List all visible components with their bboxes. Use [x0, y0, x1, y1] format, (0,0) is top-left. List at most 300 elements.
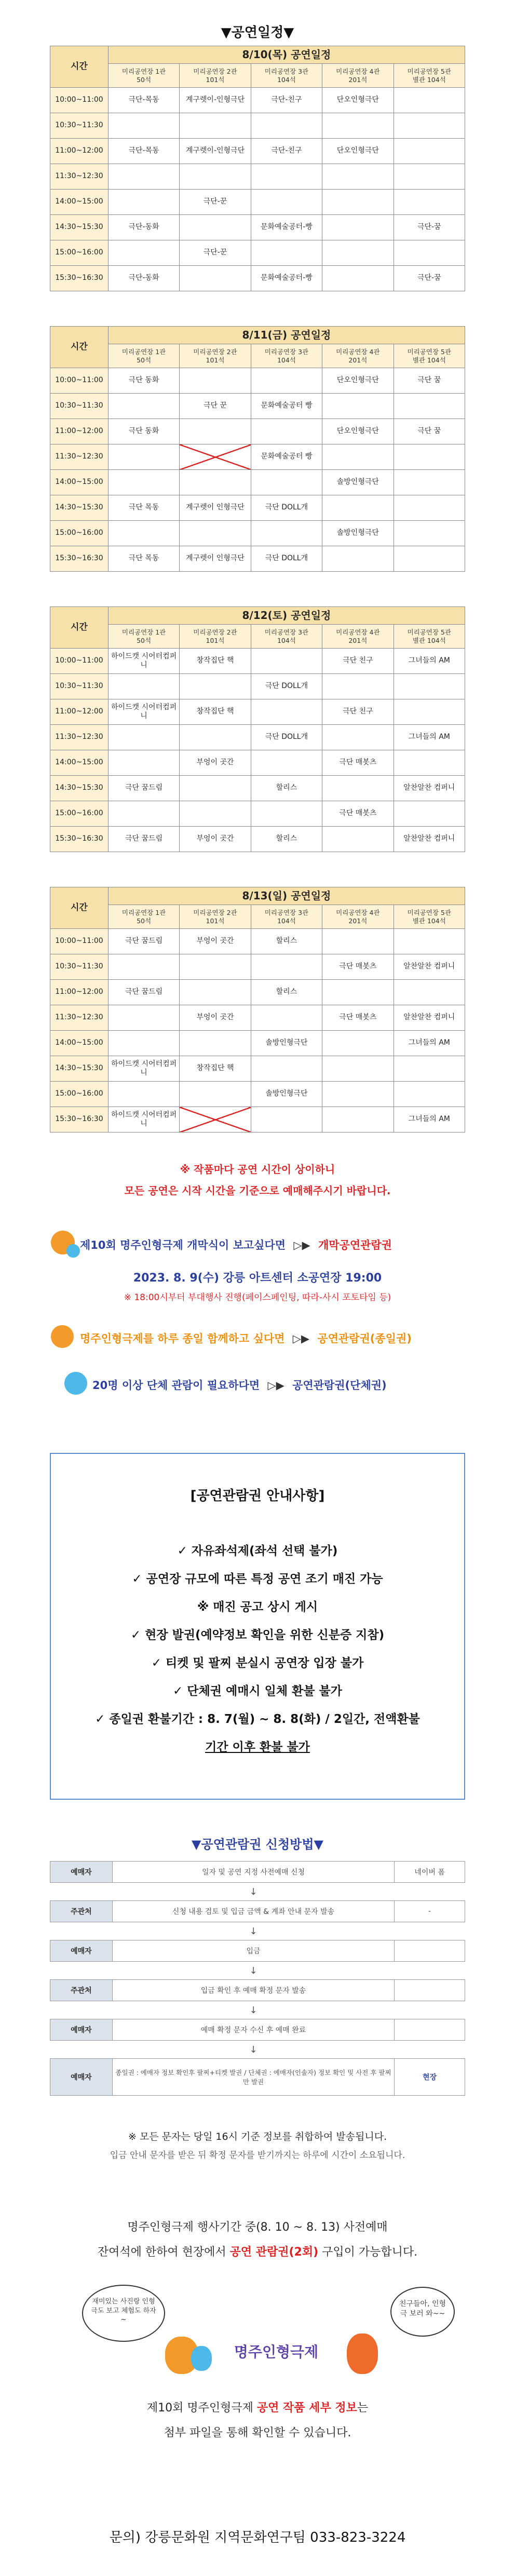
performance-cell: [394, 980, 465, 1005]
performance-cell: 할리스: [251, 827, 322, 852]
performance-cell: 극단-꾼: [180, 190, 251, 215]
schedule-row: [50, 546, 465, 572]
schedule-table: [50, 326, 465, 572]
performance-cell: 극단 꿈: [394, 419, 465, 444]
hall-capacity: 별관 104석: [412, 916, 446, 925]
time-slot: 10:00~11:00: [50, 88, 109, 113]
time-slot: 11:30~12:30: [50, 1005, 109, 1031]
spacer: [50, 1883, 113, 1901]
apply-note-2: 입금 안내 문자를 받은 뒤 확정 문자를 받기까지는 하루에 시간이 소요됩니다.: [110, 2150, 405, 2161]
cancelled-cell: [180, 444, 251, 470]
performance-cell: [251, 368, 322, 394]
time-slot: 10:30~11:30: [50, 394, 109, 419]
hall-capacity: 104석: [277, 636, 296, 644]
performance-cell: [394, 546, 465, 572]
performance-cell: [394, 929, 465, 954]
hall-name: 미리공연장 3관: [264, 347, 309, 356]
performance-cell: [251, 521, 322, 546]
performance-cell: [108, 444, 179, 470]
hall-capacity: 50석: [137, 75, 152, 84]
performance-cell: 계구렛이 인형극단: [180, 546, 251, 572]
mascot-left-small-icon: [66, 1244, 80, 1258]
performance-cell: [108, 801, 179, 827]
performance-cell: 솔방인형극단: [251, 1031, 322, 1056]
schedule-row: [50, 1056, 465, 1082]
performance-cell: 극단-목동: [108, 88, 179, 113]
closing-line-2a: 잔여석에 한하여 현장에서: [97, 2246, 230, 2259]
performance-cell: [322, 190, 394, 215]
performance-cell: 알찬알찬 컴퍼니: [394, 827, 465, 852]
performance-cell: [394, 444, 465, 470]
performance-cell: 알찬알찬 컴퍼니: [394, 954, 465, 980]
daypass-question: 명주인형극제를 하루 종일 함께하고 싶다면: [80, 1332, 285, 1345]
speech-bubble-right-text: 친구들아, 인형극 보러 와~~: [399, 2300, 446, 2318]
performance-cell: [180, 164, 251, 190]
group-ticket-link[interactable]: 공연관람권(단체권): [292, 1379, 387, 1392]
hall-header: [251, 905, 322, 929]
time-slot: 11:30~12:30: [50, 444, 109, 470]
hall-capacity: 101석: [206, 916, 225, 925]
performance-cell: 창작집단 핵: [180, 649, 251, 674]
performance-cell: 부엉이 곳간: [180, 1005, 251, 1031]
hall-capacity: 별관 104석: [412, 356, 446, 364]
hall-name: 미리공연장 2관: [193, 628, 237, 636]
spacer: [395, 1922, 465, 1940]
performance-cell: 극단 꿈: [394, 368, 465, 394]
hall-name: 미리공연장 1관: [121, 67, 166, 75]
hall-header: [180, 625, 251, 649]
spacer: [395, 2001, 465, 2019]
apply-step-extra: [395, 1940, 465, 1962]
performance-cell: [394, 750, 465, 776]
hall-header: [180, 344, 251, 368]
performance-cell: [180, 954, 251, 980]
performance-cell: 할리스: [251, 929, 322, 954]
performance-cell: 극단 매봇츠: [322, 1005, 394, 1031]
performance-cell: 극단 매봇츠: [322, 954, 394, 980]
hall-name: 미리공연장 4관: [336, 908, 380, 916]
schedule-row: [50, 266, 465, 291]
note-time-differs: ※ 작품마다 공연 시간이 상이하니: [180, 1163, 335, 1176]
performance-cell: [394, 470, 465, 495]
time-slot: 10:00~11:00: [50, 649, 109, 674]
time-slot: 14:00~15:00: [50, 1031, 109, 1056]
time-slot: 15:00~16:00: [50, 521, 109, 546]
performance-cell: [180, 368, 251, 394]
apply-step-extra: -: [395, 1901, 465, 1922]
performance-cell: [251, 164, 322, 190]
performance-cell: [394, 699, 465, 725]
performance-cell: 극단 꿈드림: [108, 929, 179, 954]
performance-cell: [322, 240, 394, 266]
schedule-row: [50, 215, 465, 240]
performance-cell: 극단-친구: [251, 139, 322, 164]
performance-cell: [180, 521, 251, 546]
performance-cell: [108, 954, 179, 980]
performance-cell: 단오인형극단: [322, 368, 394, 394]
hall-capacity: 101석: [206, 75, 225, 84]
performance-cell: [394, 139, 465, 164]
arrow-icon: ▷▶: [292, 1332, 310, 1345]
group-question: 20명 이상 단체 관람이 필요하다면: [92, 1379, 260, 1392]
spacer: [50, 1962, 113, 1980]
performance-cell: 극단 매봇츠: [322, 750, 394, 776]
apply-step-arrow-row: [50, 1883, 465, 1901]
hall-name: 미리공연장 2관: [193, 67, 237, 75]
hall-header: [394, 344, 465, 368]
performance-cell: 부엉이 곳간: [180, 750, 251, 776]
performance-cell: [251, 750, 322, 776]
apply-step-desc: 예매 확정 문자 수신 후 예매 완료: [112, 2019, 394, 2041]
hall-capacity: 104석: [277, 75, 296, 84]
hall-header: [322, 905, 394, 929]
hall-header: [108, 64, 179, 88]
cancelled-cell: [180, 1107, 251, 1132]
performance-cell: [322, 725, 394, 750]
hall-name: 미리공연장 1관: [121, 347, 166, 356]
hall-capacity: 201석: [348, 75, 368, 84]
apply-step-extra: 현장: [395, 2059, 465, 2096]
performance-cell: [322, 546, 394, 572]
schedule-row: [50, 954, 465, 980]
performance-cell: [394, 674, 465, 699]
performance-cell: 극단 목동: [108, 495, 179, 521]
closing-line-2c: 구입이 가능합니다.: [318, 2246, 418, 2259]
time-column-header: 시간: [50, 46, 109, 88]
guide-item: ✓ 티켓 및 팔찌 분실시 공연장 입장 불가: [151, 1656, 364, 1670]
performance-cell: [322, 929, 394, 954]
apply-step-extra: [395, 1980, 465, 2001]
time-slot: 10:00~11:00: [50, 929, 109, 954]
performance-cell: [251, 649, 322, 674]
performance-cell: [394, 495, 465, 521]
time-slot: 10:30~11:30: [50, 954, 109, 980]
time-slot: 14:30~15:30: [50, 215, 109, 240]
schedule-table: [50, 606, 465, 852]
guide-item: ✓ 자유좌석제(좌석 선택 불가): [177, 1544, 338, 1558]
performance-cell: [108, 750, 179, 776]
performance-cell: 하이드캣 시어터컴퍼니: [108, 1056, 179, 1082]
performance-cell: 그녀들의 AM: [394, 725, 465, 750]
guide-item: ✓ 단체권 예매시 일체 환불 불가: [173, 1684, 342, 1698]
time-column-header: 시간: [50, 327, 109, 368]
performance-cell: [180, 725, 251, 750]
schedule-row: [50, 1005, 465, 1031]
schedule-row: [50, 1082, 465, 1107]
note-start-time: 모든 공연은 시작 시간을 기준으로 예매해주시기 바랍니다.: [124, 1184, 391, 1197]
performance-cell: 극단 목동: [108, 546, 179, 572]
performance-cell: [322, 776, 394, 801]
apply-step-row: [50, 1980, 465, 2001]
down-arrow-icon: ↓: [249, 1925, 258, 1937]
time-column-header: 시간: [50, 607, 109, 649]
time-slot: 15:30~16:30: [50, 546, 109, 572]
festival-logo: [224, 2337, 328, 2368]
schedule-row: [50, 980, 465, 1005]
time-slot: 15:30~16:30: [50, 266, 109, 291]
performance-cell: 극단 꿈드림: [108, 980, 179, 1005]
hall-header: [394, 625, 465, 649]
performance-cell: [180, 215, 251, 240]
time-slot: 15:00~16:00: [50, 240, 109, 266]
day-schedule-title: 8/11(금) 공연일정: [108, 327, 465, 344]
performance-cell: [322, 1082, 394, 1107]
hall-header: [394, 64, 465, 88]
performance-cell: 그녀들의 AM: [394, 649, 465, 674]
time-slot: 14:30~15:30: [50, 776, 109, 801]
performance-cell: [108, 1005, 179, 1031]
schedule-row: [50, 419, 465, 444]
performance-cell: 극단-꾼: [180, 240, 251, 266]
apply-step-actor: 주관처: [50, 1980, 113, 2001]
performance-cell: 부엉이 곳간: [180, 929, 251, 954]
schedule-row: [50, 801, 465, 827]
schedule-row: [50, 139, 465, 164]
festival-logo-text: 명주인형극제: [234, 2343, 319, 2361]
closing-info-1a: 제10회 명주인형극제: [146, 2402, 257, 2415]
ticket-guide-box: [50, 1453, 465, 1800]
time-slot: 14:00~15:00: [50, 470, 109, 495]
spacer: [50, 1922, 113, 1940]
guide-title: [공연관람권 안내사항]: [190, 1488, 325, 1504]
schedule-row: [50, 929, 465, 954]
hall-header: [394, 905, 465, 929]
performance-cell: 극단 친구: [322, 699, 394, 725]
performance-cell: 계구렛이 인형극단: [180, 495, 251, 521]
performance-cell: [251, 113, 322, 139]
hall-header: [251, 625, 322, 649]
performance-cell: 문화예술공터-빵: [251, 215, 322, 240]
performance-cell: [108, 394, 179, 419]
performance-cell: [322, 674, 394, 699]
performance-cell: 솔방인형극단: [322, 521, 394, 546]
performance-cell: [322, 980, 394, 1005]
performance-cell: 극단-목동: [108, 139, 179, 164]
performance-cell: [394, 1082, 465, 1107]
hall-header: [322, 64, 394, 88]
performance-cell: [108, 1031, 179, 1056]
performance-cell: [251, 190, 322, 215]
performance-cell: 단오인형극단: [322, 139, 394, 164]
hall-name: 미리공연장 5관: [407, 67, 451, 75]
hall-name: 미리공연장 3관: [264, 67, 309, 75]
spacer: [395, 1962, 465, 1980]
performance-cell: [394, 801, 465, 827]
closing-info-1b: 공연 작품 세부 정보: [256, 2402, 357, 2415]
schedule-row: [50, 444, 465, 470]
apply-step-desc: 입금 확인 후 예매 확정 문자 발송: [112, 1980, 394, 2001]
hall-capacity: 201석: [348, 356, 368, 364]
performance-cell: 하이드캣 시어터컴퍼니: [108, 649, 179, 674]
performance-cell: [322, 215, 394, 240]
performance-cell: [251, 1056, 322, 1082]
spacer: [50, 2001, 113, 2019]
hall-capacity: 104석: [277, 916, 296, 925]
day-schedule-title: 8/12(토) 공연일정: [108, 607, 465, 625]
apply-step-extra: [395, 2019, 465, 2041]
down-arrow-icon: ↓: [249, 1965, 258, 1976]
apply-steps-table: [50, 1861, 465, 2096]
apply-step-extra: 네이버 폼: [395, 1862, 465, 1883]
hall-name: 미리공연장 4관: [336, 347, 380, 356]
down-arrow-icon: ↓: [249, 2004, 258, 2016]
down-arrow-icon: ↓: [249, 1886, 258, 1897]
apply-step-row: [50, 2019, 465, 2041]
apply-title: ▼공연관람권 신청방법▼: [192, 1837, 323, 1852]
apply-step-row: [50, 1862, 465, 1883]
performance-cell: [394, 190, 465, 215]
performance-cell: [180, 266, 251, 291]
hall-capacity: 별관 104석: [412, 75, 446, 84]
schedule-row: [50, 394, 465, 419]
performance-cell: 하이드캣 시어터컴퍼니: [108, 1107, 179, 1132]
performance-cell: 부엉이 곳간: [180, 827, 251, 852]
performance-cell: [108, 113, 179, 139]
performance-cell: [180, 470, 251, 495]
schedule-table: [50, 46, 465, 291]
hall-name: 미리공연장 4관: [336, 628, 380, 636]
schedule-row: [50, 750, 465, 776]
performance-cell: [322, 394, 394, 419]
performance-cell: [322, 266, 394, 291]
hall-capacity: 201석: [348, 636, 368, 644]
performance-cell: 극단 DOLL개: [251, 546, 322, 572]
performance-cell: 극단 동화: [108, 419, 179, 444]
performance-cell: 알찬알찬 컴퍼니: [394, 1005, 465, 1031]
performance-cell: 극단 꾼: [180, 394, 251, 419]
time-slot: 11:30~12:30: [50, 164, 109, 190]
speech-bubble-left-text: 재미있는 사진랑 인형극도 보고 체험도 하자~: [91, 2298, 156, 2324]
day-schedule-title: 8/10(목) 공연일정: [108, 46, 465, 64]
performance-cell: [251, 954, 322, 980]
guide-item: ✓ 공연장 규모에 따른 특정 공연 조기 매진 가능: [132, 1572, 383, 1586]
closing-line-1: 명주인형극제 행사기간 중(8. 10 ~ 8. 13) 사전예매: [127, 2221, 388, 2234]
arrow-icon: ▷▶: [293, 1239, 310, 1251]
schedule-row: [50, 368, 465, 394]
opening-question: 제10회 명주인형극제 개막식이 보고싶다면: [80, 1239, 286, 1251]
hall-header: [180, 64, 251, 88]
performance-cell: 창작집단 핵: [180, 699, 251, 725]
time-slot: 11:00~12:00: [50, 139, 109, 164]
day-schedule-title: 8/13(일) 공연일정: [108, 887, 465, 905]
performance-cell: 솔방인형극단: [322, 470, 394, 495]
schedule-row: [50, 164, 465, 190]
apply-step-actor: 예매자: [50, 2059, 113, 2096]
hall-name: 미리공연장 1관: [121, 908, 166, 916]
schedule-row: [50, 240, 465, 266]
performance-cell: [108, 470, 179, 495]
performance-cell: 문화예술공터 빵: [251, 444, 322, 470]
performance-cell: [251, 699, 322, 725]
page-title: ▼공연일정▼: [221, 25, 294, 41]
performance-cell: [322, 113, 394, 139]
arrow-icon: ▷▶: [267, 1379, 284, 1392]
daypass-ticket-link[interactable]: 공연관람권(종일권): [317, 1332, 412, 1345]
performance-cell: [180, 419, 251, 444]
performance-cell: 극단 꿈드림: [108, 776, 179, 801]
performance-cell: [251, 240, 322, 266]
performance-cell: 극단-동화: [108, 215, 179, 240]
performance-cell: 극단 친구: [322, 649, 394, 674]
hall-name: 미리공연장 5관: [407, 347, 451, 356]
apply-step-arrow-row: [50, 1922, 465, 1940]
apply-step-actor: 예매자: [50, 1862, 113, 1883]
spacer: [50, 2041, 113, 2059]
mascot-right-icon: [347, 2334, 378, 2374]
performance-cell: 알찬알찬 컴퍼니: [394, 776, 465, 801]
performance-cell: [108, 164, 179, 190]
performance-cell: [180, 980, 251, 1005]
hall-name: 미리공연장 1관: [121, 628, 166, 636]
performance-cell: 극단 DOLL개: [251, 725, 322, 750]
guide-item: ※ 매진 공고 상시 게시: [197, 1600, 318, 1614]
performance-cell: 극단-동화: [108, 266, 179, 291]
hall-header: [322, 344, 394, 368]
performance-cell: 계구렛이-인형극단: [180, 139, 251, 164]
opening-ticket-link[interactable]: 개막공연관람권: [318, 1239, 392, 1251]
mascot-group-icon: [64, 1372, 87, 1395]
apply-step-desc: 일자 및 공연 지정 사전예매 신청: [112, 1862, 394, 1883]
hall-header: [180, 905, 251, 929]
opening-preevent: ※ 18:00시부터 부대행사 진행(페이스페인팅, 따라-사시 포토타임 등): [124, 1292, 391, 1303]
apply-step-row: [50, 1901, 465, 1922]
time-slot: 15:00~16:00: [50, 1082, 109, 1107]
performance-cell: [251, 1107, 322, 1132]
contact-info: 문의) 강릉문화원 지역문화연구팀 033-823-3224: [109, 2530, 406, 2545]
apply-step-arrow-row: [50, 2001, 465, 2019]
time-slot: 15:30~16:30: [50, 827, 109, 852]
performance-cell: [322, 1107, 394, 1132]
schedule-table: [50, 887, 465, 1132]
apply-step-desc: 입금: [112, 1940, 394, 1962]
schedule-row: [50, 776, 465, 801]
spacer: [395, 2041, 465, 2059]
performance-cell: [322, 827, 394, 852]
performance-cell: [322, 1056, 394, 1082]
hall-capacity: 201석: [348, 916, 368, 925]
hall-capacity: 50석: [137, 916, 152, 925]
performance-cell: [394, 521, 465, 546]
down-arrow-icon: ↓: [249, 2044, 258, 2055]
guide-item: ✓ 종일권 환불기간 : 8. 7(월) ~ 8. 8(화) / 2일간, 전액환불: [95, 1712, 420, 1726]
performance-cell: [108, 1082, 179, 1107]
hall-capacity: 101석: [206, 636, 225, 644]
performance-cell: [394, 240, 465, 266]
closing-info-2: 첨부 파일을 통해 확인할 수 있습니다.: [164, 2426, 351, 2439]
guide-item: 기간 이후 환불 불가: [205, 1741, 310, 1754]
hall-name: 미리공연장 4관: [336, 67, 380, 75]
performance-cell: 창작집단 핵: [180, 1056, 251, 1082]
performance-cell: 문화예술공터 빵: [251, 394, 322, 419]
apply-step-actor: 예매자: [50, 1940, 113, 1962]
performance-cell: [394, 164, 465, 190]
performance-cell: 극단 DOLL개: [251, 674, 322, 699]
hall-header: [251, 64, 322, 88]
hall-capacity: 101석: [206, 356, 225, 364]
performance-cell: [180, 1082, 251, 1107]
performance-cell: [180, 674, 251, 699]
performance-cell: [322, 444, 394, 470]
schedule-row: [50, 674, 465, 699]
apply-step-arrow-row: [50, 1962, 465, 1980]
hall-header: [108, 625, 179, 649]
time-slot: 11:30~12:30: [50, 725, 109, 750]
performance-cell: 하이드캣 시어터컴퍼니: [108, 699, 179, 725]
performance-cell: [322, 1031, 394, 1056]
hall-capacity: 50석: [137, 356, 152, 364]
performance-cell: [394, 88, 465, 113]
time-slot: 11:00~12:00: [50, 980, 109, 1005]
